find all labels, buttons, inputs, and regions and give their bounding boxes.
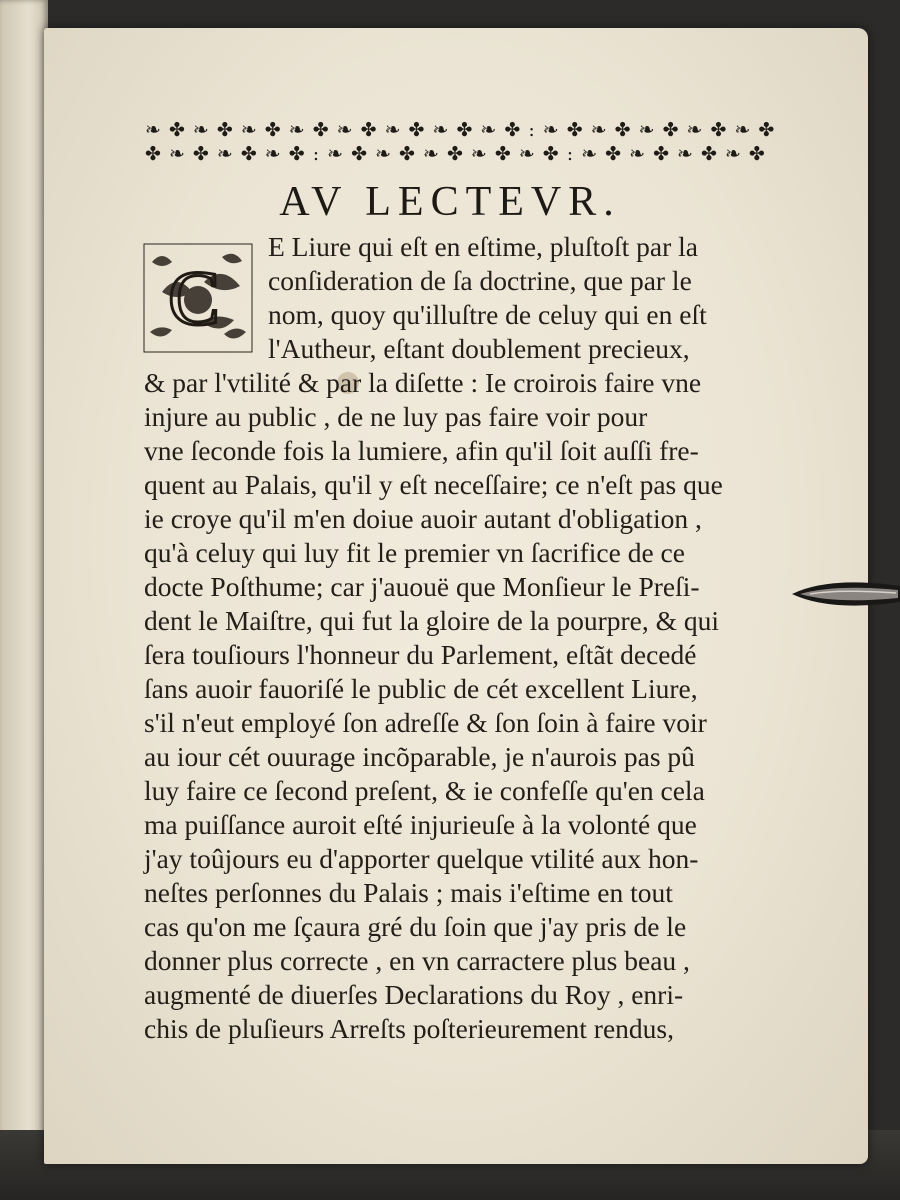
text-line: s'il n'eut employé ſon adreſſe & ſon ſoin à faire voir [144, 707, 707, 738]
text-line: ie croye qu'il m'en doiue auoir autant d'obligation , [144, 503, 702, 534]
text-line: qu'à celuy qui luy fit le premier vn ſacrifice de ce [144, 537, 685, 568]
text-line: j'ay toûjours eu d'apporter quelque vtilité aux hon- [144, 843, 699, 874]
ornament-row-2: ✤ ❧ ✤ ❧ ✤ ❧ ✤ : ❧ ✤ ❧ ✤ ❧ ✤ ❧ ✤ ❧ ✤ : ❧ ✤ ❧ ✤ ❧ ✤ ❧ ✤ [145, 143, 766, 165]
text-line: nom, quoy qu'illuſtre de celuy qui en eſt [268, 299, 707, 330]
text-line: docte Poſthume; car j'auouë que Monſieur le Preſi- [144, 571, 700, 602]
text-line: dent le Maiſtre, qui fut la gloire de la pourpre, & qui [144, 605, 720, 636]
text-line: au iour cét ouurage incõparable, je n'aurois pas pû [144, 741, 695, 772]
text-line: E Liure qui eſt en eſtime, pluſtoſt par la [268, 231, 698, 262]
text-line: l'Autheur, eſtant doublement precieux, [268, 333, 690, 364]
text-line: chis de pluſieurs Arreſts poſterieurement rendus, [144, 1013, 674, 1044]
page-title: AV LECTEVR. [279, 179, 621, 225]
decorated-initial-icon [142, 242, 254, 354]
text-line: augmenté de diuerſes Declarations du Roy , enri- [144, 979, 684, 1010]
ornament-row-1: ❧ ✤ ❧ ✤ ❧ ✤ ❧ ✤ ❧ ✤ ❧ ✤ ❧ ✤ ❧ ✤ : ❧ ✤ ❧ ✤ ❧ ✤ ❧ ✤ ❧ ✤ [145, 119, 776, 141]
text-line: vne ſeconde fois la lumiere, afin qu'il ſoit auſſi fre- [144, 435, 699, 466]
text-line: ſera touſiours l'honneur du Parlement, eſtãt decedé [144, 639, 697, 670]
text-line: quent au Palais, qu'il y eſt neceſſaire; ce n'eſt pas que [144, 469, 723, 500]
dropcap-letter: C [167, 254, 221, 341]
text-line: injure au public , de ne luy pas faire voir pour [144, 401, 648, 432]
text-line: cas qu'on me ſçaura gré du ſoin que j'ay pris de le [144, 911, 687, 942]
text-line: conſideration de ſa doctrine, que par le [268, 265, 692, 296]
pen-nib-icon [790, 572, 900, 616]
headpiece-ornament [145, 118, 776, 166]
text-line: luy faire ce ſecond preſent, & ie confeſſe qu'en cela [144, 775, 705, 806]
text-line: & par l'vtilité & par la diſette : Ie croirois faire vne [144, 367, 702, 398]
text-line: neſtes perſonnes du Palais ; mais i'eſtime en tout [144, 877, 673, 908]
text-line: ſans auoir fauoriſé le public de cét excellent Liure, [144, 673, 698, 704]
text-line: ma puiſſance auroit eſté injurieuſe à la volonté que [144, 809, 697, 840]
text-line: donner plus correcte , en vn carractere plus beau , [144, 945, 690, 976]
